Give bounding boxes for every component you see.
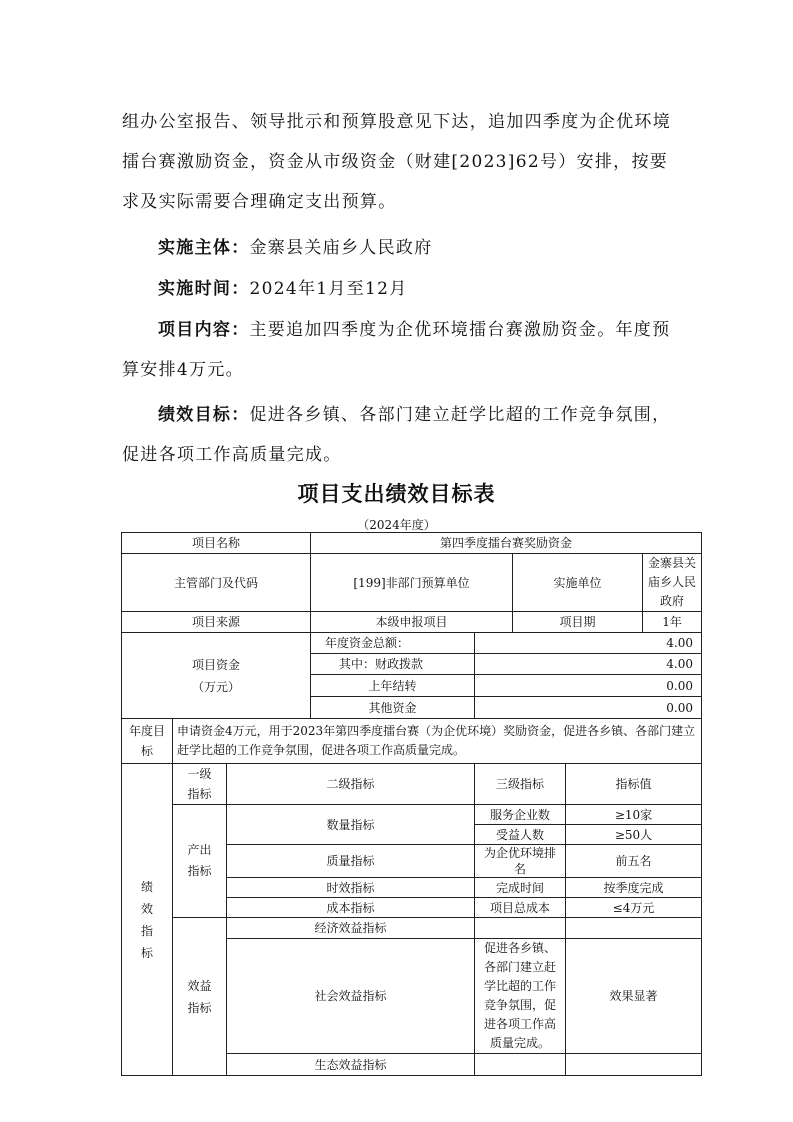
funds-other-label: 其他资金: [311, 697, 475, 719]
annual-goal-text: 申请资金4万元，用于2023年第四季度擂台赛（为企优环境）奖励资金，促进各乡镇、各部门建立赶学比超的工作竞争氛围，促进各项工作高质量完成。: [173, 719, 702, 764]
quantity-label: 数量指标: [227, 805, 475, 845]
hdr-level2: 二级指标: [227, 764, 475, 805]
social-name: 促进各乡镇、各部门建立赶学比超的工作竞争氛围，促进各项工作高质量完成。: [475, 939, 566, 1054]
quality-value: 前五名: [566, 845, 702, 878]
source-label: 项目来源: [122, 612, 311, 633]
period-label: 实施时间：: [158, 279, 250, 299]
period-value: 2024年1月至12月: [249, 279, 408, 299]
goal-line-1: 促进各乡镇、各部门建立赶学比超的工作竞争氛围，: [249, 405, 671, 425]
q1-value: ≥10家: [566, 805, 702, 825]
social-label: 社会效益指标: [227, 939, 475, 1054]
quality-label: 质量指标: [227, 845, 475, 878]
goal-paragraph: [158, 400, 670, 425]
row-annual-goal: [122, 719, 702, 764]
eco-name: [475, 1054, 566, 1076]
output-label: 产出指标: [173, 805, 227, 918]
funds-unit: （万元）: [192, 679, 241, 694]
funds-total-label: 年度资金总额：: [311, 633, 475, 654]
project-name-label: 项目名称: [122, 533, 311, 554]
timeliness-name: 完成时间: [475, 878, 566, 898]
hdr-level3: 三级指标: [475, 764, 566, 805]
project-name-value: 第四季度擂台赛奖励资金: [311, 533, 702, 554]
economic-name: [475, 918, 566, 939]
q2-value: ≥50人: [566, 825, 702, 845]
timeliness-value: 按季度完成: [566, 878, 702, 898]
dept-value: [199]非部门预算单位: [311, 554, 513, 612]
table-year: （2024年度）: [357, 518, 436, 532]
period-label-cell: 项目期: [513, 612, 643, 633]
period-paragraph: [158, 274, 408, 299]
benefit-label: 效益指标: [173, 918, 227, 1076]
goal-line-2: 促进各项工作高质量完成。: [122, 445, 342, 465]
row-indicator-header: [122, 764, 702, 805]
source-value: 本级申报项目: [311, 612, 513, 633]
row-funds-total: [122, 633, 702, 654]
eco-value: [566, 1054, 702, 1076]
timeliness-label: 时效指标: [227, 878, 475, 898]
economic-label: 经济效益指标: [227, 918, 475, 939]
hdr-level1: 一级指标: [173, 764, 227, 805]
eco-label: 生态效益指标: [227, 1054, 475, 1076]
row-project-name: [122, 533, 702, 554]
funds-carryover-value: 0.00: [475, 675, 702, 697]
intro-line-1: 组办公室报告、领导批示和预算股意见下达，追加四季度为企优环境: [122, 112, 671, 132]
row-department: [122, 554, 702, 612]
annual-goal-label: 年度目标: [122, 719, 173, 764]
economic-value: [566, 918, 702, 939]
implementer-paragraph: [158, 233, 433, 258]
content-line-1: 主要追加四季度为企优环境擂台赛激励资金。年度预: [249, 320, 671, 340]
dept-label: 主管部门及代码: [122, 554, 311, 612]
funds-label: 项目资金: [192, 657, 241, 672]
table-title: 项目支出绩效目标表: [297, 482, 496, 506]
funds-fiscal-value: 4.00: [475, 654, 702, 675]
implementer-label: 实施主体：: [158, 238, 250, 258]
q1-name: 服务企业数: [475, 805, 566, 825]
row-q1: [122, 805, 702, 825]
funds-other-value: 0.00: [475, 697, 702, 719]
content-label: 项目内容：: [158, 320, 250, 340]
funds-carryover-label: 上年结转: [311, 675, 475, 697]
row-economic: [122, 918, 702, 939]
intro-line-2: 擂台赛激励资金，资金从市级资金（财建[2023]62号）安排，按要: [122, 152, 669, 172]
funds-label-cell: [122, 633, 311, 719]
social-value: 效果显著: [566, 939, 702, 1054]
cost-value: ≤4万元: [566, 898, 702, 918]
funds-fiscal-label: 其中：财政拨款: [311, 654, 475, 675]
content-line-2: 算安排4万元。: [122, 360, 244, 380]
hdr-value: 指标值: [566, 764, 702, 805]
perf-label: 绩效指标: [140, 879, 153, 960]
perf-label-cell: [122, 764, 173, 1076]
row-source: [122, 612, 702, 633]
intro-line-3: 求及实际需要合理确定支出预算。: [122, 192, 397, 212]
content-paragraph: [158, 315, 670, 340]
cost-label: 成本指标: [227, 898, 475, 918]
cost-name: 项目总成本: [475, 898, 566, 918]
quality-name: 为企优环境排名: [475, 845, 566, 878]
q2-name: 受益人数: [475, 825, 566, 845]
funds-total-value: 4.00: [475, 633, 702, 654]
performance-table: [121, 532, 702, 1076]
impl-unit-value: 金寨县关庙乡人民政府: [643, 554, 702, 612]
implementer-value: 金寨县关庙乡人民政府: [249, 238, 433, 258]
period-value-cell: 1年: [643, 612, 702, 633]
goal-label: 绩效目标：: [158, 405, 250, 425]
impl-unit-label: 实施单位: [513, 554, 643, 612]
